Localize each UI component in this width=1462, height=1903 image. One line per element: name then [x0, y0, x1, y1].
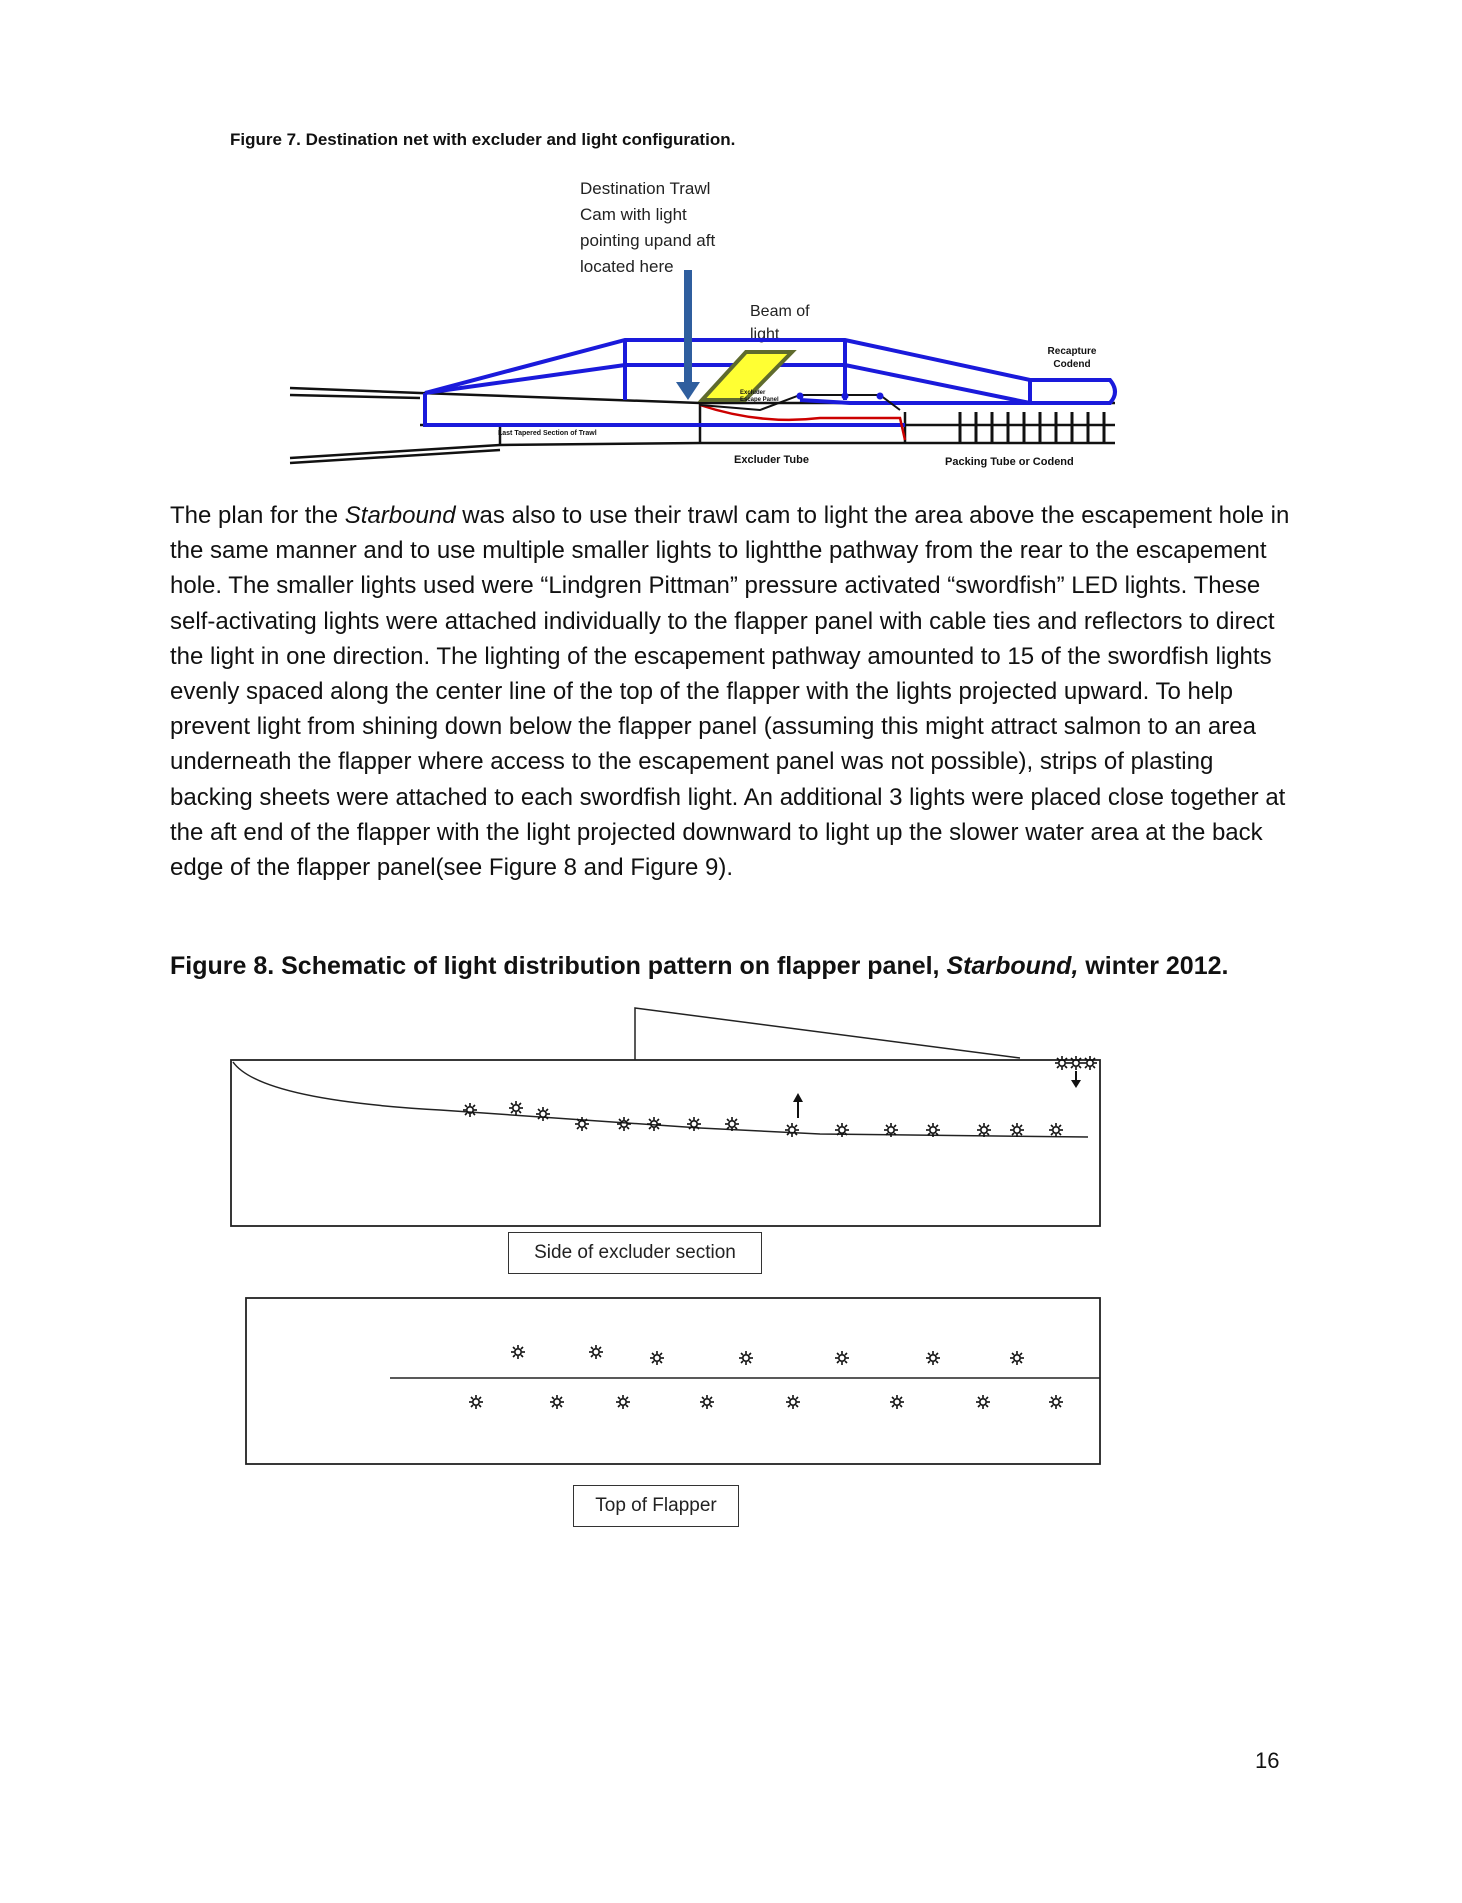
beam-line: light: [750, 326, 780, 343]
callout-line: located here: [580, 257, 674, 276]
light-icon: [1049, 1395, 1063, 1409]
caption-part: Figure 8. Schematic of light distribution pattern on flapper panel,: [170, 952, 947, 980]
paragraph-part: was also to use their trawl cam to light the area above the escapement hole in the same manner and to use multiple smaller lights to lightthe pathway from the rear to the escapement hole. The smaller lights used were “Lindgren Pittman” pressure activated “swordfish” LED lights. These self-activating lights were attached individually to the flapper panel with cable ties and reflectors to direct the light in one direction. The lighting of the escapement pathway amounted to 15 of the swordfish lights evenly spaced along the center line of the top of the flapper with the lights projected upward. To help prevent light from shining down below the flapper panel (assuming this might attract salmon to an area underneath the flapper where access to the escapement panel was not possible), strips of plasting backing sheets were attached to each swordfish light. An additional 3 lights were placed close together at the aft end of the flapper with the light projected downward to light up the slower water area at the back edge of the flapper panel(see Figure 8 and Figure 9).: [170, 502, 1290, 882]
packing-tube-label: Packing Tube or Codend: [945, 456, 1074, 468]
side-of-excluder-label: Side of excluder section: [508, 1232, 762, 1274]
light-icon: [739, 1351, 753, 1365]
vessel-name: Starbound: [344, 502, 456, 529]
light-icon: [550, 1395, 564, 1409]
light-icon: [617, 1117, 631, 1131]
light-icon: [785, 1123, 799, 1137]
codend-label: Codend: [1053, 359, 1091, 370]
side-top-wedge: [635, 1008, 1020, 1060]
side-view: [231, 1008, 1100, 1226]
last-tapered-label: Last Tapered Section of Trawl: [498, 430, 597, 437]
light-icon: [1055, 1056, 1069, 1070]
light-icon: [725, 1117, 739, 1131]
escape-panel-small-label: Escape Panel: [740, 397, 779, 403]
beam-line: Beam of: [750, 303, 810, 320]
light-icon: [786, 1395, 800, 1409]
paragraph-part: The plan for the: [170, 502, 345, 529]
side-lights: [463, 1056, 1097, 1137]
excluder-tube-label: Excluder Tube: [734, 454, 809, 466]
recapture-label: Recapture: [1047, 346, 1097, 357]
light-icon: [536, 1107, 550, 1121]
light-icon: [469, 1395, 483, 1409]
up-arrow-icon: [793, 1093, 803, 1118]
light-icon: [509, 1101, 523, 1115]
page-number: 16: [1255, 1748, 1280, 1773]
side-frame: [231, 1060, 1100, 1226]
light-icon: [926, 1123, 940, 1137]
light-icon: [1083, 1056, 1097, 1070]
light-icon: [926, 1351, 940, 1365]
light-icon: [687, 1117, 701, 1131]
caption-vessel: Starbound,: [946, 952, 1079, 980]
light-icon: [575, 1117, 589, 1131]
light-icon: [977, 1123, 991, 1137]
top-of-flapper-label: Top of Flapper: [573, 1485, 739, 1527]
light-icon: [1010, 1123, 1024, 1137]
light-icon: [589, 1345, 603, 1359]
light-icon: [835, 1123, 849, 1137]
light-icon: [1010, 1351, 1024, 1365]
excluder-small-label: Excluder: [740, 390, 766, 396]
callout-line: pointing upand aft: [580, 231, 716, 250]
light-icon: [650, 1351, 664, 1365]
callout-line: Cam with light: [580, 205, 687, 224]
light-icon: [463, 1103, 477, 1117]
light-icon: [890, 1395, 904, 1409]
light-icon: [884, 1123, 898, 1137]
top-lights: [469, 1345, 1063, 1409]
light-icon: [1069, 1056, 1083, 1070]
light-icon: [647, 1117, 661, 1131]
top-frame: [246, 1298, 1100, 1464]
light-icon: [1049, 1123, 1063, 1137]
figure-7-caption: Figure 7. Destination net with excluder and light configuration.: [230, 130, 736, 149]
callout-line: Destination Trawl: [580, 179, 711, 198]
down-arrow-icon: [1071, 1071, 1081, 1088]
light-icon: [700, 1395, 714, 1409]
light-icon: [976, 1395, 990, 1409]
light-icon: [835, 1351, 849, 1365]
light-icon: [511, 1345, 525, 1359]
light-icon: [616, 1395, 630, 1409]
caption-part: winter 2012.: [1078, 952, 1229, 980]
flapper-curve: [233, 1062, 1088, 1137]
top-view: [246, 1298, 1100, 1464]
